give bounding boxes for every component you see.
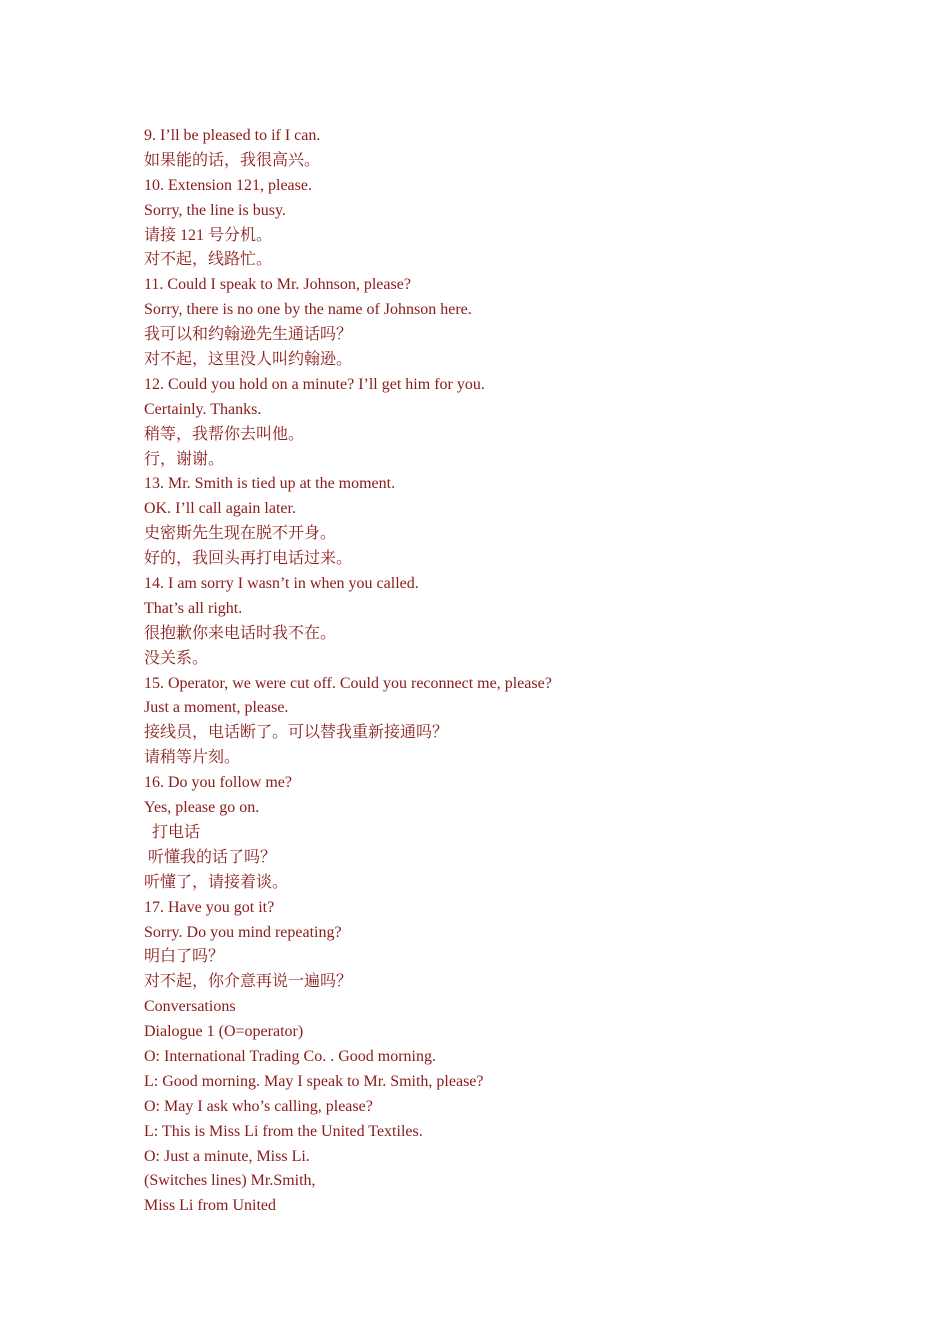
text-line: Certainly. Thanks. (144, 400, 262, 418)
text-line: 很抱歉你来电话时我不在。 (144, 624, 337, 642)
text-line: Sorry, the line is busy. (144, 201, 286, 219)
text-line: 我可以和约翰逊先生通话吗？ (144, 326, 353, 344)
text-line: L: This is Miss Li from the United Textiles. (144, 1122, 423, 1140)
text-line: 如果能的话，我很高兴。 (144, 151, 321, 169)
text-line: Just a moment, please. (144, 699, 289, 717)
text-line: 对不起，这里没人叫约翰逊。 (144, 351, 353, 369)
text-line: 听懂了，请接着谈。 (144, 873, 289, 891)
text-line: 12. Could you hold on a minute? I’ll get him for you. (144, 375, 485, 393)
text-line: 10. Extension 121, please. (144, 176, 312, 194)
text-line: 请接 121 号分机。 (144, 226, 273, 244)
text-line: O: May I ask who’s calling, please? (144, 1097, 373, 1115)
text-line: 史密斯先生现在脱不开身。 (144, 525, 337, 543)
text-line: 好的，我回头再打电话过来。 (144, 550, 353, 568)
text-line: 16. Do you follow me? (144, 774, 292, 792)
text-line: (Switches lines) Mr.Smith, (144, 1172, 316, 1190)
text-line: Yes, please go on. (144, 799, 260, 817)
text-line: O: Just a minute, Miss Li. (144, 1147, 310, 1165)
text-line: 没关系。 (144, 649, 209, 667)
text-line: Conversations (144, 998, 236, 1016)
text-line: 17. Have you got it? (144, 898, 275, 916)
text-line: Miss Li from United (144, 1197, 276, 1215)
text-line: Sorry, there is no one by the name of Johnson here. (144, 301, 472, 319)
text-line: 15. Operator, we were cut off. Could you reconnect me, please? (144, 674, 552, 692)
text-line: OK. I’ll call again later. (144, 500, 296, 518)
text-line: 接线员，电话断了。可以替我重新接通吗？ (144, 724, 449, 742)
text-line: 9. I’ll be pleased to if I can. (144, 127, 321, 144)
document-body (144, 124, 844, 1219)
text-line: 13. Mr. Smith is tied up at the moment. (144, 475, 396, 493)
text-line: 稍等，我帮你去叫他。 (144, 425, 305, 443)
text-line: Dialogue 1 (O=operator) (144, 1023, 304, 1041)
text-line: 对不起，你介意再说一遍吗？ (144, 973, 353, 991)
text-line: That’s all right. (144, 599, 243, 617)
text-line: O: International Trading Co. . Good morning. (144, 1047, 436, 1065)
text-line: 对不起，线路忙。 (144, 251, 273, 269)
text-line: 打电话 (144, 823, 201, 841)
text-line: 14. I am sorry I wasn’t in when you called. (144, 575, 419, 593)
text-line: 请稍等片刻。 (144, 749, 241, 767)
text-line: 行，谢谢。 (144, 450, 225, 468)
text-line: 听懂我的话了吗？ (144, 848, 277, 866)
text-line: L: Good morning. May I speak to Mr. Smith, please? (144, 1072, 484, 1090)
text-line: 明白了吗？ (144, 948, 225, 966)
text-line: 11. Could I speak to Mr. Johnson, please? (144, 276, 411, 294)
text-line: Sorry. Do you mind repeating? (144, 923, 342, 941)
